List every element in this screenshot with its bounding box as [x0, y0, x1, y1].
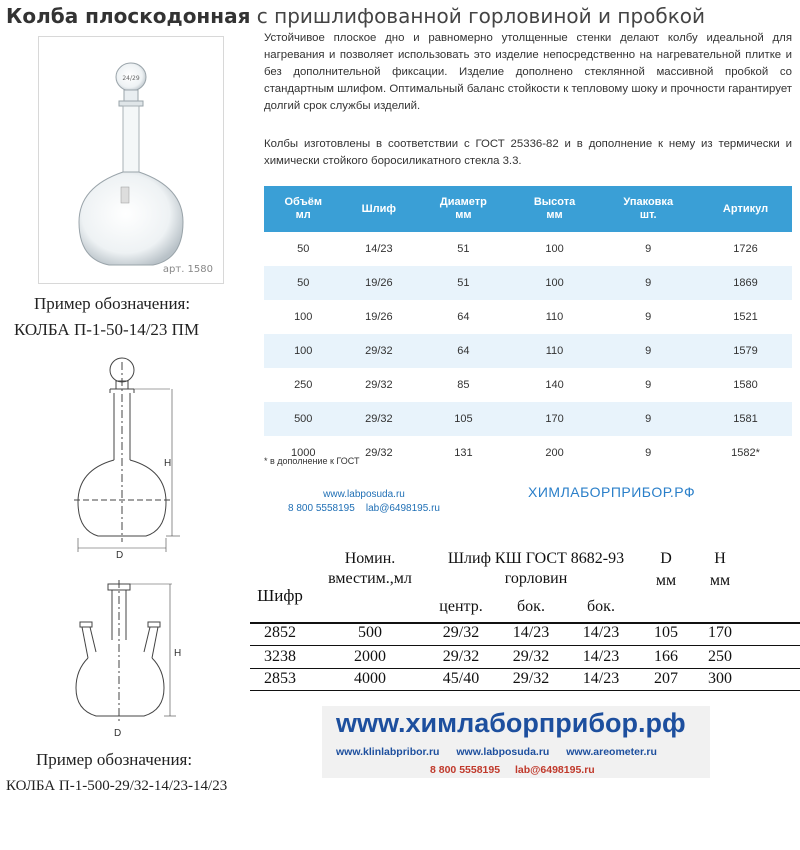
example-2-code: КОЛБА П-1-500-29/32-14/23-14/23	[6, 778, 228, 794]
example-1-code: КОЛБА П-1-50-14/23 ПМ	[14, 320, 200, 339]
table-row: 50 14/23 51 100 9 1726	[297, 243, 758, 255]
t2-header-joint-2: горловин	[504, 570, 568, 587]
t2-header-joint-1: Шлиф КШ ГОСТ 8682-93	[447, 550, 625, 567]
dim-d-label-2: D	[114, 728, 122, 739]
t2-rule	[250, 668, 800, 669]
example-1-label: Пример обозначения:	[34, 294, 191, 313]
t2-rule	[250, 645, 800, 646]
banner-urls	[336, 746, 671, 758]
title-bold: Колба плоскодонная	[6, 4, 251, 28]
dim-h-label-2: H	[174, 648, 182, 659]
t2-header-volume-1: Номин.	[344, 550, 396, 567]
dim-d-label: D	[116, 550, 124, 561]
example-2-label: Пример обозначения:	[36, 750, 193, 769]
table-row: 50 19/26 51 100 9 1869	[264, 266, 792, 300]
product-photo	[38, 36, 224, 284]
t2-header-d: D	[660, 550, 672, 567]
photo-caption: арт. 1580	[162, 264, 213, 275]
t2-rule	[250, 690, 800, 691]
banner-email[interactable]: lab@6498195.ru	[515, 764, 595, 776]
table-row: 100 19/26 64 110 9 1521	[294, 311, 758, 323]
page-title	[6, 4, 705, 28]
description-paragraph-2: Колбы изготовлены в соответствии с ГОСТ 25336-82 и в дополнение к нему из термически и химически стойкого боросиликатного стекла 3.3.	[264, 138, 792, 167]
banner-phone: 8 800 5558195	[430, 764, 501, 776]
small-email[interactable]: lab@6498195.ru	[365, 503, 440, 514]
header-height: Высота мм	[512, 186, 598, 232]
table-row: 250 29/32 85 140 9 1580	[294, 379, 758, 391]
small-contacts	[264, 488, 464, 516]
small-phone: 8 800 5558195	[288, 503, 355, 514]
t2-header-volume-2: вместим.,мл	[328, 570, 412, 587]
t2-header-d-unit: мм	[655, 572, 677, 589]
t2-header-h-unit: мм	[709, 572, 731, 589]
t2-header-code: Шифр	[257, 586, 303, 605]
header-article: Артикул	[699, 186, 792, 232]
header-pack: Упаковка шт.	[597, 186, 699, 232]
table-row: 100 29/32 64 110 9 1579	[264, 334, 792, 368]
header-diameter: Диаметр мм	[415, 186, 511, 232]
table-row: 1000 29/32 131 200 9 1582*	[291, 447, 760, 459]
table-row: 500 29/32 105 170 9 1581	[264, 402, 792, 436]
three-neck-table: Шифр Номин. вместим.,мл Шлиф КШ ГОСТ 8682-93 горловин центр. бок. бок. D мм H мм 2852 500 29/32 14/23 14/23 105 170 3238 2000 29/32 29/32 14/23 166 250 2853 4000 45/40 29/32 14/23 207 300	[250, 548, 800, 698]
header-volume: Объём мл	[264, 186, 342, 232]
flask-drawing-1	[60, 352, 200, 562]
product-table	[264, 186, 792, 470]
banner-main-url[interactable]: www.химлаборприбор.рф	[336, 708, 686, 738]
dim-h-label: H	[164, 458, 172, 469]
table-footnote: * в дополнение к ГОСТ	[264, 456, 360, 466]
flask-drawing-2	[58, 580, 198, 740]
t2-header-side-2: бок.	[587, 598, 615, 615]
small-site-link[interactable]: www.labposuda.ru	[323, 489, 405, 500]
title-rest: с пришлифованной горловиной и пробкой	[256, 4, 706, 28]
banner-url-areometer[interactable]: www.areometer.ru	[566, 746, 657, 758]
flask-photo-illustration	[39, 37, 223, 283]
stopper-text: 24/29	[122, 75, 140, 82]
t2-header-side-1: бок.	[517, 598, 545, 615]
banner-url-klinlabpribor[interactable]: www.klinlabpribor.ru	[336, 746, 440, 758]
banner-url-labposuda[interactable]: www.labposuda.ru	[456, 746, 550, 758]
banner-contacts	[430, 764, 607, 776]
header-joint: Шлиф	[342, 186, 415, 232]
t2-header-h: H	[714, 550, 726, 567]
description-paragraph-1: Устойчивое плоское дно и равномерно утолщенные стенки делают колбу идеальной для нагревания и позволяет использовать это изделие непосредственно на нагревательной плитке и без дополнительной фиксации. Изделие дополнено стеклянной массивной пробкой со стандартным шлифом. Оптимальный баланс стойкости к тепловому шоку и прочности гарантирует долгий срок службы изделий.	[264, 32, 792, 112]
table-header-row	[264, 186, 792, 232]
t2-header-center: центр.	[439, 598, 483, 615]
brand-name: ХИМЛАБОРПРИБОР.РФ	[528, 484, 696, 500]
